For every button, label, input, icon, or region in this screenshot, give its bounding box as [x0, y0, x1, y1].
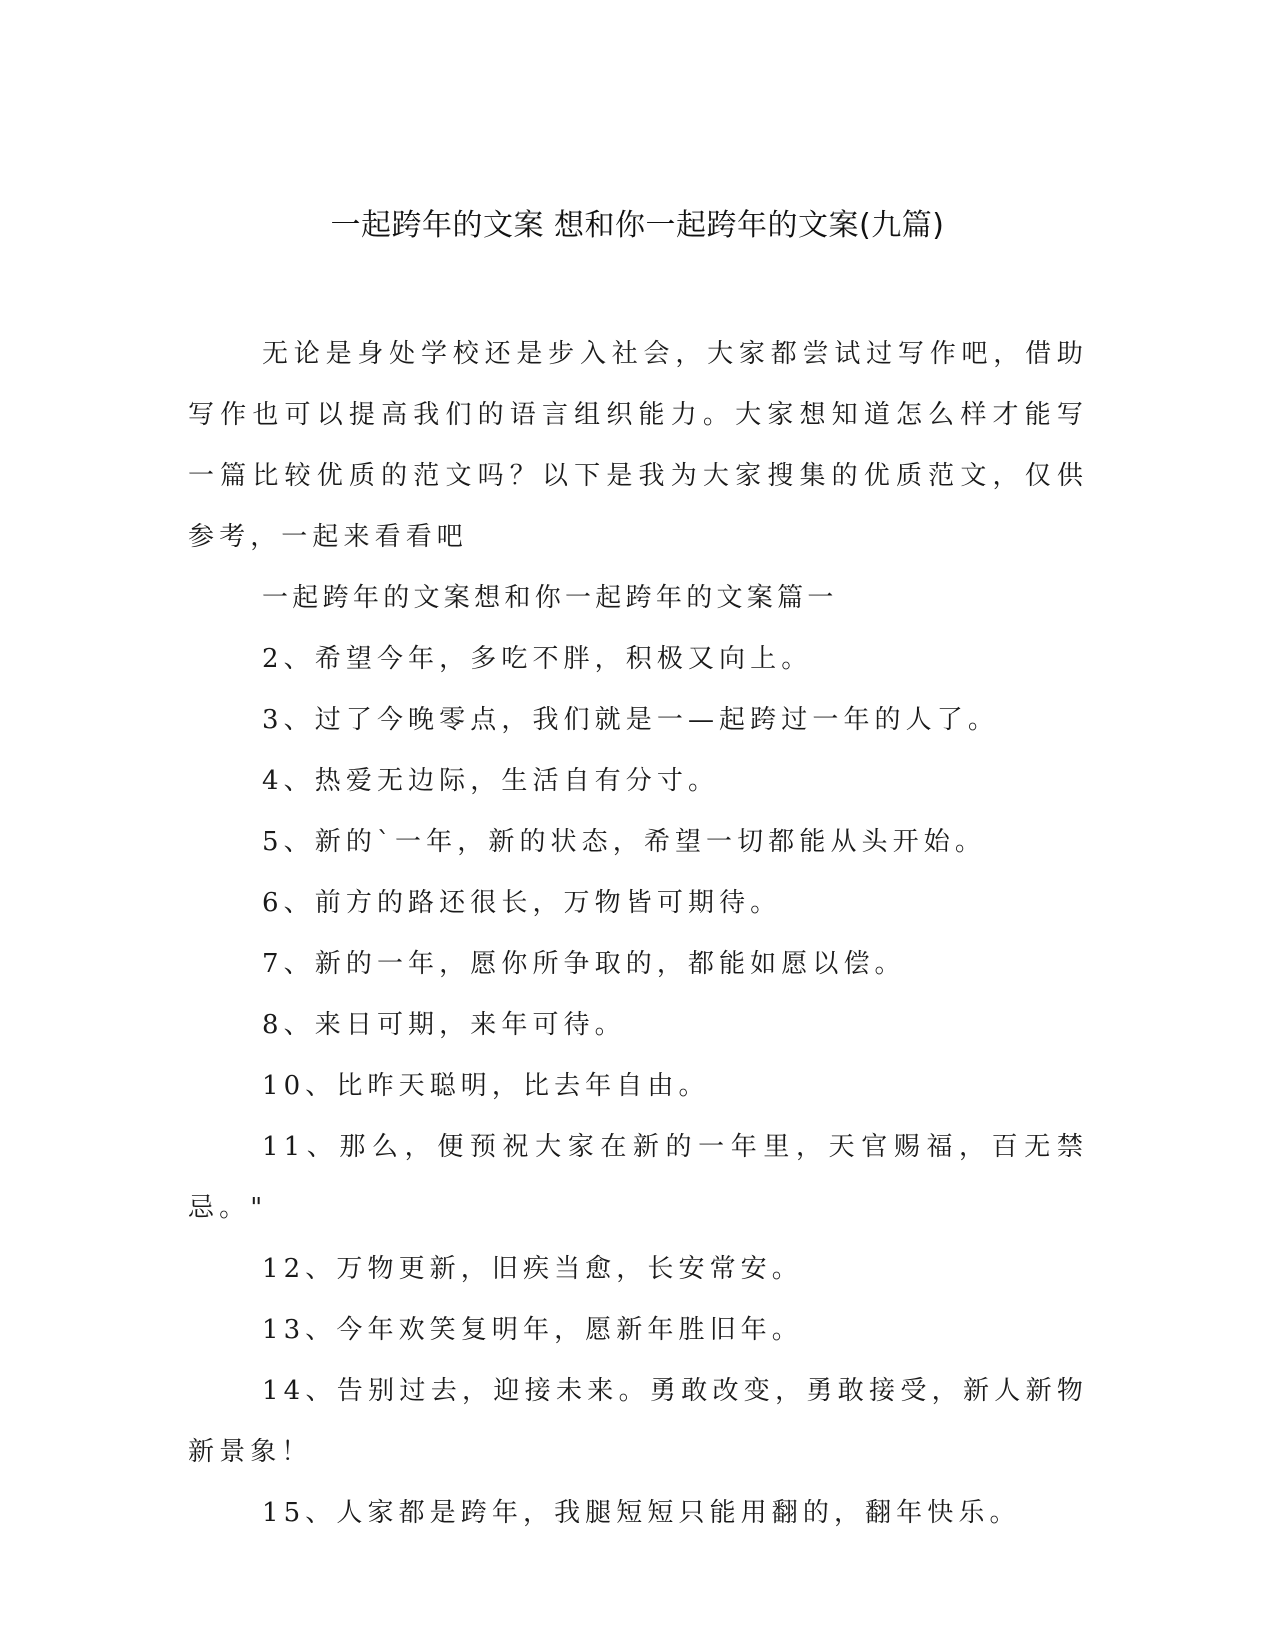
- list-item: 3、过了今晚零点，我们就是一—起跨过一年的人了。: [262, 705, 999, 735]
- list-item: 8、来日可期，来年可待。: [262, 1010, 626, 1040]
- document-body: [188, 324, 1088, 1544]
- list-item: 4、热爱无边际，生活自有分寸。: [262, 766, 720, 796]
- list-item: 10、比昨天聪明，比去年自由。: [262, 1071, 710, 1101]
- list-item: 11、那么，便预祝大家在新的一年里，天官赐福，百无禁忌。": [188, 1132, 1088, 1223]
- list-item: 5、新的`一年，新的状态，希望一切都能从头开始。: [262, 827, 986, 857]
- list-item: 12、万物更新，旧疾当愈，长安常安。: [262, 1254, 803, 1284]
- list-item: 7、新的一年，愿你所争取的，都能如愿以偿。: [262, 949, 906, 979]
- quote-list: [188, 629, 1088, 1544]
- list-item: 2、希望今年，多吃不胖，积极又向上。: [262, 644, 813, 674]
- list-item: 6、前方的路还很长，万物皆可期待。: [262, 888, 782, 918]
- list-item: 15、人家都是跨年，我腿短短只能用翻的，翻年快乐。: [262, 1498, 1021, 1528]
- list-item: 14、告别过去，迎接未来。勇敢改变，勇敢接受，新人新物新景象！: [188, 1376, 1088, 1467]
- section-heading: 一起跨年的文案想和你一起跨年的文案篇一: [262, 583, 838, 613]
- intro-paragraph: 无论是身处学校还是步入社会，大家都尝试过写作吧，借助写作也可以提高我们的语言组织能力。大家想知道怎么样才能写一篇比较优质的范文吗？以下是我为大家搜集的优质范文，仅供参考，一起来看看吧: [188, 339, 1088, 552]
- list-item: 13、今年欢笑复明年，愿新年胜旧年。: [262, 1315, 803, 1345]
- page-title: 一起跨年的文案 想和你一起跨年的文案(九篇): [330, 208, 945, 243]
